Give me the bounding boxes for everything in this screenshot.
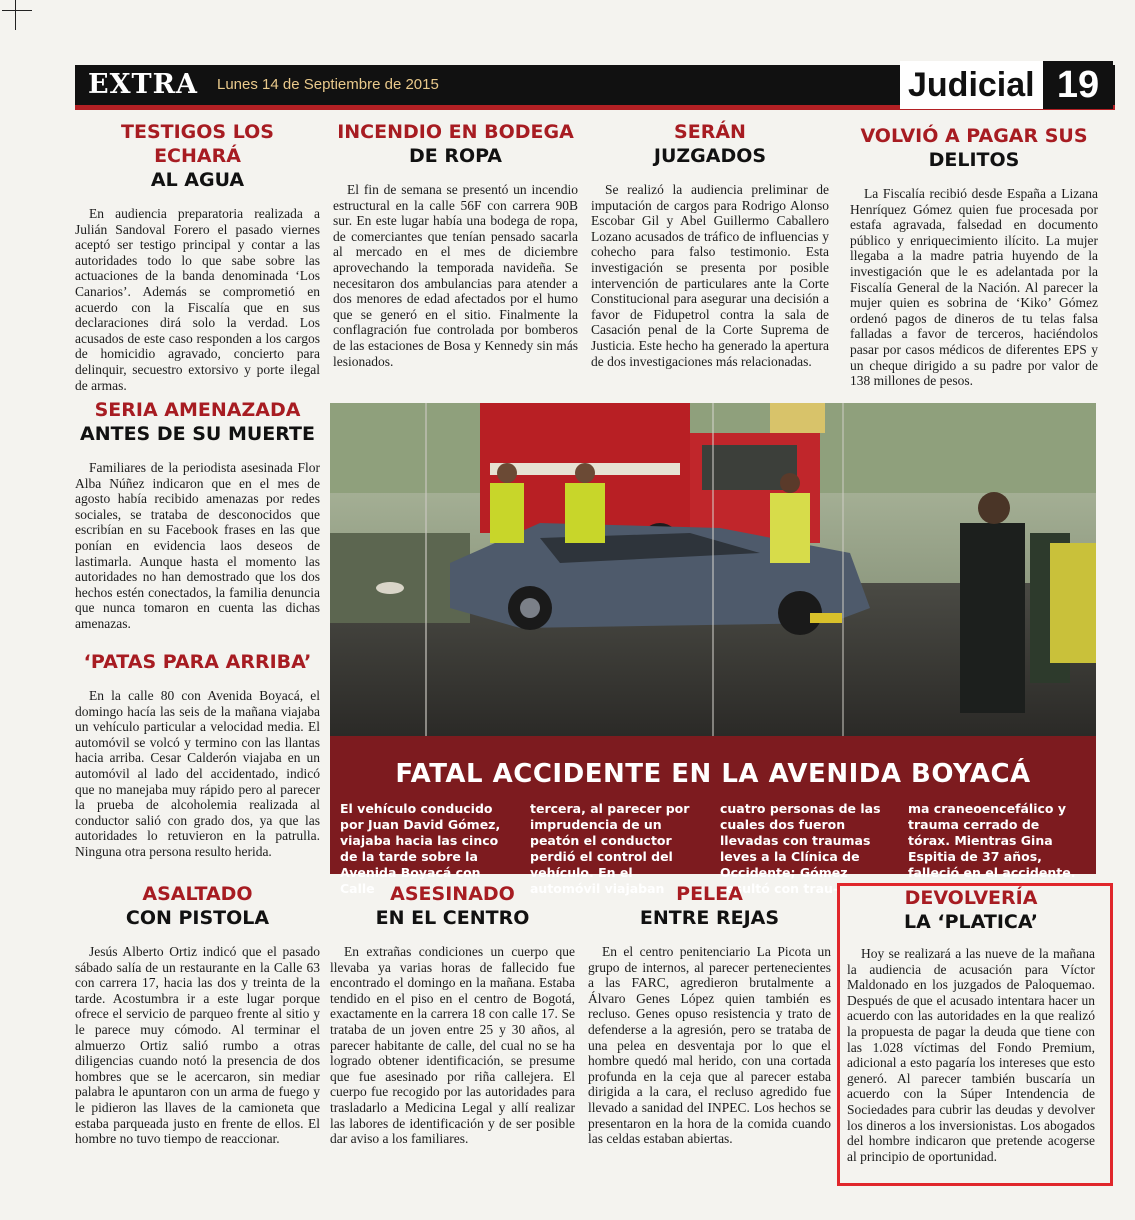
- feature-column-1: El vehículo conducido por Juan David Gómez, viajaba hacia las cinco de la tarde sobre la Avenida Boyacá con Calle: [340, 800, 501, 896]
- headline-line-2: JUZGADOS: [653, 145, 767, 167]
- article-headline: [591, 120, 829, 168]
- page-number: 19: [1043, 61, 1113, 109]
- article-seria-amenazada: [75, 398, 320, 632]
- headline-line-1: VOLVIÓ A PAGAR SUS: [860, 125, 1088, 147]
- headline-line-1: ASESINADO: [390, 883, 515, 905]
- masthead: [75, 65, 1115, 113]
- headline-line-1: ‘PATAS PARA ARRIBA’: [83, 651, 312, 673]
- article-headline: [333, 120, 578, 168]
- issue-date: Lunes 14 de Septiembre de 2015: [217, 76, 439, 93]
- feature-title: FATAL ACCIDENTE EN LA AVENIDA BOYACÁ: [395, 759, 1031, 790]
- headline-line-2: ANTES DE SU MUERTE: [80, 423, 315, 445]
- headline-line-1: SERÁN: [674, 121, 746, 143]
- article-asesinado: [330, 882, 575, 1147]
- accident-photo: [330, 403, 1096, 736]
- headline-line-2: CON PISTOLA: [125, 907, 270, 929]
- headline-line-1: PELEA: [676, 883, 743, 905]
- headline-line-1: ASALTADO: [142, 883, 253, 905]
- article-testigos: [75, 120, 320, 393]
- article-devolveria: [847, 886, 1095, 1164]
- article-headline: [75, 120, 320, 192]
- article-volvio-a-pagar: [850, 124, 1098, 389]
- article-body: En audiencia preparatoria realizada a Julián Sandoval Forero el pasado viernes aceptó ser testigo principal y contar a las autoridades todo lo que sabe sobre las actuaciones de la banda denominada ‘Los Canarios’. Además se comprometió en acuerdo con la Fiscalía que en sus declaraciones dirá solo la verdad. Los acusados de este caso responden a los cargos de homicidio agravado, concierto para delinquir, secuestro extorsivo y porte ilegal de armas.: [75, 206, 320, 393]
- article-asaltado: [75, 882, 320, 1147]
- article-body: En la calle 80 con Avenida Boyacá, el domingo hacía las seis de la mañana viajaba un vehículo particular a velocidad media. El automóvil se volcó y termino con las llantas hacia arriba. Cesar Calderón viajaba en un automóvil al lado del accidentado, indicó que no manejaba muy rápido pero al parecer la prueba de alcoholemia realizada al conductor salió con grado dos, ya que las autoridades lo retuvieron en la patrulla. Ninguna otra persona resulto herida.: [75, 688, 320, 859]
- article-headline: [847, 886, 1095, 934]
- feature-column-4: ma craneoencefálico y trauma cerrado de tórax. Mientras Gina Espitia de 37 años, falleció en el accidente.: [908, 800, 1076, 880]
- headline-line-1: SERIA AMENAZADA: [94, 399, 301, 421]
- article-patas-para-arriba: [75, 650, 320, 860]
- brand-logo: EXTRA: [88, 69, 199, 100]
- article-headline: [588, 882, 831, 930]
- article-body: Jesús Alberto Ortiz indicó que el pasado sábado salía de un restaurante en la Calle 63 con carrera 17, hacia las dos y treinta de la tarde. Acostumbra ir a este lugar porque ofrece el servicio de parqueo frente al sitio y le parece muy cómodo. Al terminar el almuerzo Ortiz salió rumbo a otras diligencias cuando notó la presencia de dos hombres que se le acercaron, sin mediar palabra le apuntaron con un arma de fuego y le pidieron las llaves de la camioneta que estaba parqueada justo en frente de ellos. El hombre no tuvo tiempo de reaccionar.: [75, 944, 320, 1147]
- headline-line-2: LA ‘PLATICA’: [903, 911, 1039, 933]
- headline-line-2: AL AGUA: [150, 169, 245, 191]
- crop-mark: [2, 0, 32, 30]
- article-headline: [75, 650, 320, 674]
- article-body: El fin de semana se presentó un incendio estructural en la calle 56F con carrera 90B sur. En este lugar había una bodega de ropa, de comerciantes que tenían pensado sacarla al mercado en el mes de diciembre aprovechando la temporada navideña. Se necesitaron dos ambulancias para atender a dos menores de edad afectados por el humo que se generó en el sitio. Finalmente la conflagración fue controlada por bomberos de las estaciones de Bosa y Kennedy sin más lesionados.: [333, 182, 578, 369]
- feature-column-2: tercera, al parecer por imprudencia de un peatón el conductor perdió el control del vehículo. En el automóvil viajaban: [530, 800, 690, 896]
- article-headline: [75, 398, 320, 446]
- section-name: Judicial: [900, 61, 1043, 109]
- article-body: Familiares de la periodista asesinada Flor Alba Núñez indicaron que en el mes de agosto había recibido amenazas por redes sociales, se trataba de desconocidos que escribían en su Facebook frases en las que ponían en evidencia laos deseos de lastimarla. Aunque hasta el momento las autoridades no han demostrado que los dos hechos estén conectados, la familia denuncia que nunca tomaron en cuenta las dichas amenazas.: [75, 460, 320, 631]
- article-headline: [75, 882, 320, 930]
- headline-line-1: INCENDIO EN BODEGA: [337, 121, 574, 143]
- article-body: Se realizó la audiencia preliminar de imputación de cargos para Rodrigo Alonso Escobar Gil y Abel Guillermo Caballero Lozano acusados de tráfico de influencias y cohecho para falso testimonio. Esta investigación se presenta por posible intervención de particulares ante la Corte Constitucional para asegurar una decisión a favor de Fidupetrol contra la sala de Casación penal de la Corte Suprema de Justicia. Este hecho ha generado la apertura de dos investigaciones más relacionadas.: [591, 182, 829, 369]
- article-headline: [850, 124, 1098, 172]
- article-body: Hoy se realizará a las nueve de la mañana la audiencia de acusación para Víctor Maldonado en los juzgados de Paloquemao. Después de que el acusado intentara hacer un acuerdo con las autoridades en la que realizó la propuesta de pagar la deuda que tiene con las 1.028 víctimas del Fondo Premium, adicional a esto pagaría los intereses que esto generó. Al parecer también buscaría un acuerdo con la Súper Intendencia de Sociedades para cubrir las deudas y devolver los dineros a los inversionistas. Los abogados del hombre indicaron que pretende acogerse al principio de oportunidad.: [847, 946, 1095, 1164]
- headline-line-2: EN EL CENTRO: [375, 907, 530, 929]
- article-body: En el centro penitenciario La Picota un grupo de internos, al parecer pertenecientes a las FARC, agredieron brutalmente a Álvaro Genes López quien también es recluso. Genes opuso resistencia y trato de defenderse a la agresión, pero se trataba de una pelea en desventaja por lo que el hombre quedó mal herido, con una cortada profunda en la ceja que al parecer estaba dirigida a la cara, el recluso agredido fue llevado a sanidad del INPEC. Los hechos se presentaron en la hora de la comida cuando las celdas estaban abiertas.: [588, 944, 831, 1147]
- article-pelea: [588, 882, 831, 1147]
- article-body: En extrañas condiciones un cuerpo que llevaba ya varias horas de fallecido fue encontrado el domingo en la mañana. Estaba tendido en el piso en el centro de Bogotá, exactamente en la carrera 18 con calle 17. Se trataba de un joven entre 25 y 30 años, al parecer habitante de calle, del cual no se ha logrado obtener identificación, se presume que fue asesinado por riña callejera. El cuerpo fue recogido por las autoridades para trasladarlo a Medicina Legal y allí realizar las labores de identificación y de ser posible dar aviso a los familiares.: [330, 944, 575, 1147]
- article-headline: [330, 882, 575, 930]
- headline-line-2: DELITOS: [928, 149, 1020, 171]
- headline-line-2: ENTRE REJAS: [639, 907, 780, 929]
- feature-column-3: cuatro personas de las cuales dos fueron llevadas con traumas leves a la Clínica de Occidente; Gómez resultó con trau-: [720, 800, 881, 896]
- article-seran-juzgados: [591, 120, 829, 369]
- headline-line-1: DEVOLVERÍA: [904, 887, 1038, 909]
- headline-line-1: TESTIGOS LOS ECHARÁ: [121, 121, 274, 167]
- article-incendio: [333, 120, 578, 369]
- headline-line-2: DE ROPA: [408, 145, 503, 167]
- article-body: La Fiscalía recibió desde España a Lizana Henríquez Gómez quien fue procesada por estafa agravada, falsedad en documento público y enriquecimiento ilícito. La mujer llegaba a la madre patria huyendo de la investigación que le es adelantada por la Fiscalía General de la Nación. Al parecer la mujer quien es sobrina de ‘Kiko’ Gómez ordenó pagos de dineros de tu telas falsa falladas a favor de terceros, haciéndolos pasar por casos médicos de diferentes EPS y un cheque dirigido a su padre por valor de 138 millones de pesos.: [850, 186, 1098, 389]
